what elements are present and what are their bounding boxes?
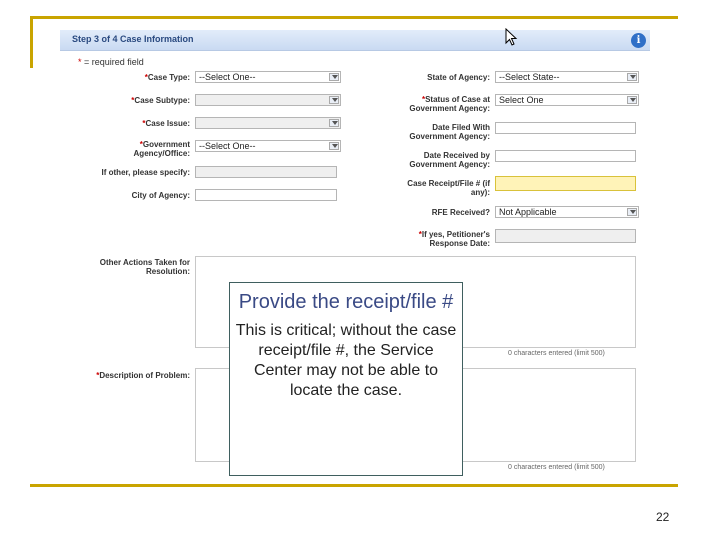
- callout-title: Provide the receipt/file #: [238, 291, 454, 313]
- date-received-input[interactable]: [495, 150, 636, 162]
- mouse-cursor-icon: [505, 28, 519, 46]
- required-field-note: [78, 57, 144, 67]
- city-of-agency-input[interactable]: [195, 189, 337, 201]
- case-status-select[interactable]: Select One: [495, 94, 639, 106]
- other-actions-character-counter: 0 characters entered (limit 500): [508, 350, 605, 357]
- form-section-header: [60, 30, 650, 51]
- field-label: Date Received by Government Agency:: [409, 151, 490, 169]
- case-receipt-number-input[interactable]: [495, 176, 636, 191]
- chevron-down-icon: [627, 73, 637, 81]
- field-label: City of Agency:: [131, 191, 190, 200]
- response-date-input[interactable]: [495, 229, 636, 243]
- state-of-agency-select[interactable]: --Select State--: [495, 71, 639, 83]
- chevron-down-icon: [329, 96, 339, 104]
- date-filed-input[interactable]: [495, 122, 636, 134]
- required-star: *: [78, 57, 82, 67]
- slide-page-number: 22: [656, 510, 670, 524]
- description-label: *Description of Problem:: [96, 371, 190, 380]
- case-issue-select[interactable]: [195, 117, 341, 129]
- chevron-down-icon: [329, 73, 339, 81]
- field-label: RFE Received?: [431, 208, 490, 217]
- field-label: *If yes, Petitioner's Response Date:: [418, 230, 490, 248]
- rfe-received-select[interactable]: Not Applicable: [495, 206, 639, 218]
- chevron-down-icon: [329, 119, 339, 127]
- callout-body: This is critical; without the case receipt/file #, the Service Center may not be able to locate the case.: [235, 322, 457, 399]
- chevron-down-icon: [627, 96, 637, 104]
- chevron-down-icon: [627, 208, 637, 216]
- required-note-text: = required field: [81, 57, 144, 67]
- case-type-select[interactable]: --Select One--: [195, 71, 341, 83]
- bottom-rule: [30, 484, 678, 487]
- instruction-callout: [229, 282, 463, 476]
- description-character-counter: 0 characters entered (limit 500): [508, 464, 605, 471]
- other-actions-label: Other Actions Taken for Resolution:: [99, 258, 190, 276]
- field-label: *Government Agency/Office:: [133, 140, 190, 158]
- field-label: *Status of Case at Government Agency:: [409, 95, 490, 113]
- field-label: State of Agency:: [427, 73, 490, 82]
- info-icon[interactable]: i: [631, 33, 646, 48]
- left-rule: [30, 16, 33, 68]
- if-other-input[interactable]: [195, 166, 337, 178]
- field-label: *Case Type:: [144, 73, 190, 82]
- field-label: Date Filed With Government Agency:: [409, 123, 490, 141]
- field-label: *Case Subtype:: [131, 96, 190, 105]
- field-label: If other, please specify:: [101, 168, 190, 177]
- government-agency-select[interactable]: --Select One--: [195, 140, 341, 152]
- case-subtype-select[interactable]: [195, 94, 341, 106]
- field-label: *Case Issue:: [142, 119, 190, 128]
- field-label: Case Receipt/File # (if any):: [407, 179, 490, 197]
- section-title: Step 3 of 4 Case Information: [72, 34, 194, 44]
- top-rule: [30, 16, 678, 19]
- chevron-down-icon: [329, 142, 339, 150]
